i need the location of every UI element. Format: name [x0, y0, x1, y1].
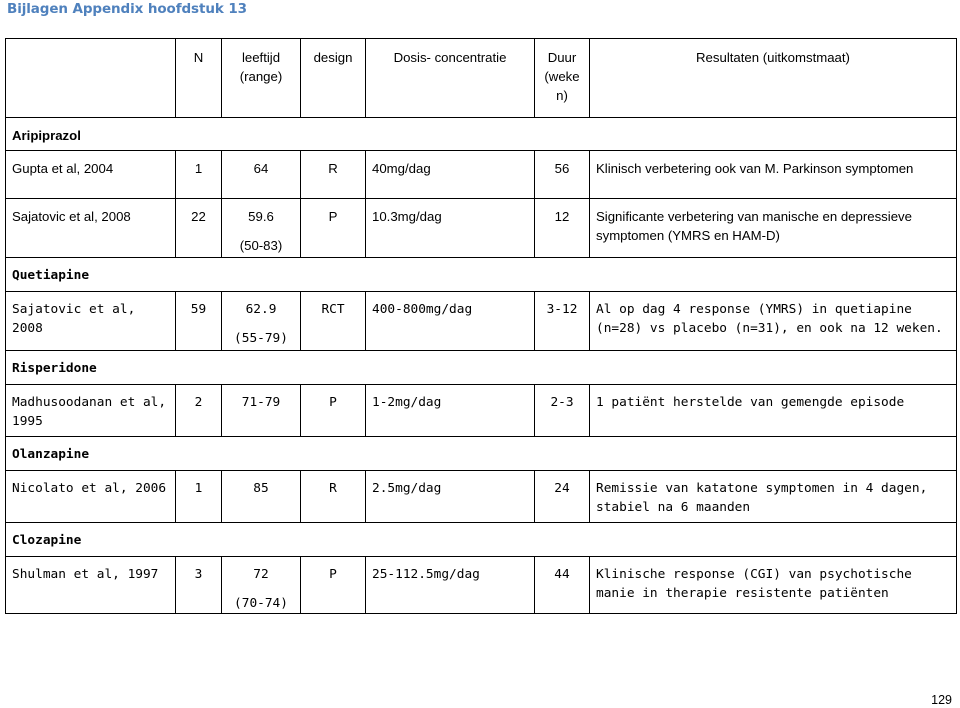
age-cell: [222, 471, 301, 523]
age-mean: 59.6: [248, 209, 274, 224]
duration-cell: 56: [535, 151, 590, 199]
n-cell: 22: [176, 199, 222, 258]
col-age: leeftijd (range): [222, 39, 301, 118]
table-row: [6, 199, 957, 258]
table-row: [6, 292, 957, 351]
result-cell: Klinische response (CGI) van psychotische manie in therapie resistente patiënten: [590, 557, 957, 614]
col-duration: Duur (weke n): [535, 39, 590, 118]
dose-cell: 10.3mg/dag: [366, 199, 535, 258]
section-title: Aripiprazol: [6, 118, 957, 151]
dose-cell: 400-800mg/dag: [366, 292, 535, 351]
table-row: [6, 151, 957, 199]
result-cell: Klinisch verbetering ook van M. Parkinson symptomen: [590, 151, 957, 199]
age-range: (50-83): [239, 238, 283, 253]
table-body: [6, 118, 957, 614]
page-header-title: Bijlagen Appendix hoofdstuk 13: [7, 1, 247, 17]
section-row: [6, 118, 957, 151]
section-title: Olanzapine: [6, 437, 957, 471]
age-cell: [222, 292, 301, 351]
duration-cell: 12: [535, 199, 590, 258]
col-study: [6, 39, 176, 118]
age-mean: 72: [253, 567, 269, 582]
study-cell: Sajatovic et al, 2008: [6, 292, 176, 351]
section-row: [6, 258, 957, 292]
design-cell: P: [301, 557, 366, 614]
study-cell: Gupta et al, 2004: [6, 151, 176, 199]
col-n: N: [176, 39, 222, 118]
n-cell: 1: [176, 471, 222, 523]
result-cell: Al op dag 4 response (YMRS) in quetiapine (n=28) vs placebo (n=31), en ook na 12 weken.: [590, 292, 957, 351]
age-mean: 85: [253, 481, 269, 496]
age-mean: 62.9: [245, 302, 277, 317]
col-dose: Dosis- concentratie: [366, 39, 535, 118]
n-cell: 3: [176, 557, 222, 614]
age-cell: [222, 557, 301, 614]
n-cell: 59: [176, 292, 222, 351]
age-cell: [222, 199, 301, 258]
age-mean: 71-79: [241, 395, 281, 410]
page-number: 129: [931, 693, 952, 707]
dose-cell: 2.5mg/dag: [366, 471, 535, 523]
study-cell: Nicolato et al, 2006: [6, 471, 176, 523]
duration-cell: 2-3: [535, 385, 590, 437]
design-cell: RCT: [301, 292, 366, 351]
col-results: Resultaten (uitkomstmaat): [590, 39, 957, 118]
section-title: Clozapine: [6, 523, 957, 557]
duration-cell: 44: [535, 557, 590, 614]
dose-cell: 40mg/dag: [366, 151, 535, 199]
dose-cell: 1-2mg/dag: [366, 385, 535, 437]
study-cell: Madhusoodanan et al, 1995: [6, 385, 176, 437]
table-row: [6, 385, 957, 437]
design-cell: R: [301, 471, 366, 523]
design-cell: P: [301, 385, 366, 437]
design-cell: P: [301, 199, 366, 258]
col-design: design: [301, 39, 366, 118]
table-row: [6, 557, 957, 614]
n-cell: 1: [176, 151, 222, 199]
study-cell: Sajatovic et al, 2008: [6, 199, 176, 258]
result-cell: Significante verbetering van manische en depressieve symptomen (YMRS en HAM-D): [590, 199, 957, 258]
dose-cell: 25-112.5mg/dag: [366, 557, 535, 614]
section-row: [6, 437, 957, 471]
result-cell: 1 patiënt herstelde van gemengde episode: [590, 385, 957, 437]
design-cell: R: [301, 151, 366, 199]
study-table: [5, 38, 957, 614]
n-cell: 2: [176, 385, 222, 437]
age-cell: [222, 385, 301, 437]
duration-cell: 24: [535, 471, 590, 523]
section-title: Risperidone: [6, 351, 957, 385]
duration-cell: 3-12: [535, 292, 590, 351]
table-row: [6, 471, 957, 523]
section-row: [6, 523, 957, 557]
section-title: Quetiapine: [6, 258, 957, 292]
section-row: [6, 351, 957, 385]
age-range: (55-79): [234, 331, 288, 346]
age-range: (70-74): [234, 596, 288, 611]
result-cell: Remissie van katatone symptomen in 4 dagen, stabiel na 6 maanden: [590, 471, 957, 523]
age-cell: [222, 151, 301, 199]
table-header: [6, 39, 957, 118]
study-cell: Shulman et al, 1997: [6, 557, 176, 614]
age-mean: 64: [253, 161, 269, 176]
